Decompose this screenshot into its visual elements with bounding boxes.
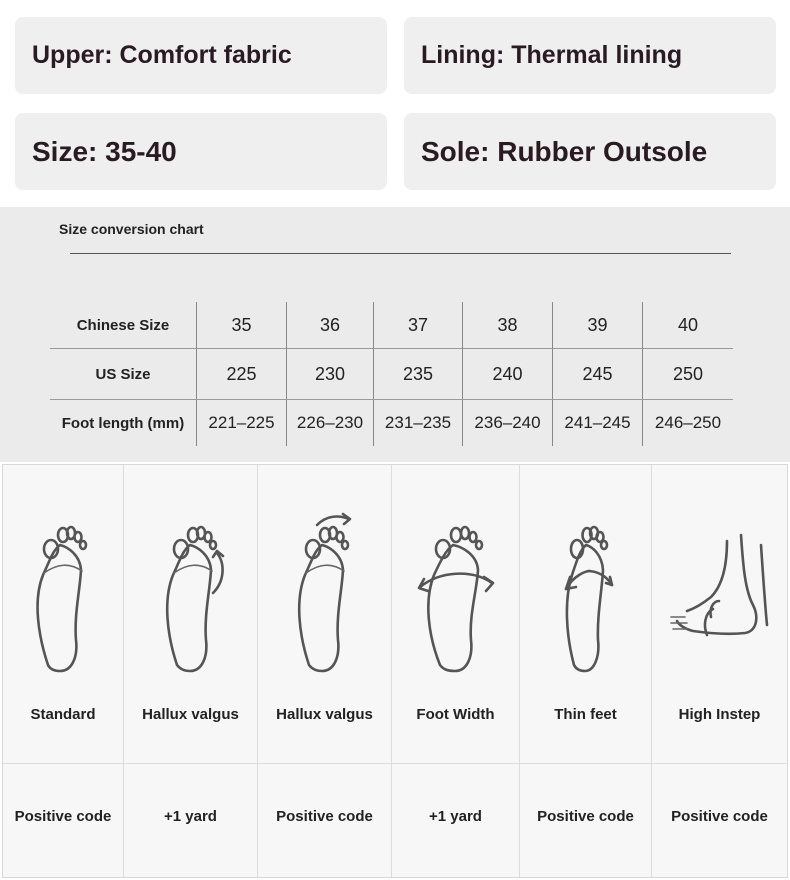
spec-upper: Upper: Comfort fabric [15, 17, 387, 94]
row-header: Chinese Size [76, 316, 170, 334]
table-cell: 37 [374, 302, 463, 349]
divider [124, 763, 257, 764]
size-advice: +1 yard [429, 808, 482, 825]
table-cell: 36 [287, 302, 374, 349]
thin-feet-icon [520, 505, 651, 685]
table-cell: 225 [197, 349, 287, 400]
foot-type-label: Standard [30, 706, 96, 723]
table-cell: 35 [197, 302, 287, 349]
table-cell: 241–245 [553, 400, 643, 447]
foot-type-label: Thin feet [554, 706, 617, 723]
foot-type-guide [2, 464, 788, 878]
divider [3, 763, 123, 764]
foot-type-label: High Instep [678, 706, 761, 723]
size-advice: Positive code [14, 808, 112, 825]
foot-type-standard [3, 465, 124, 877]
divider [392, 763, 519, 764]
table-cell: 226–230 [287, 400, 374, 447]
table-cell: 221–225 [197, 400, 287, 447]
divider [258, 763, 391, 764]
size-advice: Positive code [671, 808, 768, 825]
table-cell: 231–235 [374, 400, 463, 447]
foot-type-label: Hallux valgus [142, 706, 239, 723]
table-cell: 230 [287, 349, 374, 400]
table-cell: 40 [643, 302, 734, 349]
table-cell: 39 [553, 302, 643, 349]
foot-type-thin-feet [520, 465, 652, 877]
table-cell: 240 [463, 349, 553, 400]
size-advice: +1 yard [164, 808, 217, 825]
row-header: US Size [50, 349, 197, 400]
divider [520, 763, 651, 764]
hallux-valgus-toe-arrow-icon [258, 505, 391, 685]
foot-width-icon [392, 505, 519, 685]
foot-type-label: Hallux valgus [276, 706, 373, 723]
spec-lining: Lining: Thermal lining [404, 17, 776, 94]
foot-type-hallux-valgus [124, 465, 258, 877]
foot-type-foot-width [392, 465, 520, 877]
table-cell: 250 [643, 349, 734, 400]
table-row [50, 400, 733, 447]
high-instep-icon [652, 505, 787, 685]
divider [652, 763, 787, 764]
size-advice: Positive code [537, 808, 634, 825]
row-header: Foot length (mm) [61, 414, 185, 432]
size-advice: Positive code [276, 808, 373, 825]
chart-title: Size conversion chart [59, 221, 204, 237]
table-cell: 245 [553, 349, 643, 400]
table-row [50, 349, 733, 400]
divider [70, 253, 731, 254]
foot-type-label: Foot Width [416, 706, 495, 723]
table-row [50, 302, 733, 349]
standard-foot-icon [3, 505, 123, 685]
table-cell: 236–240 [463, 400, 553, 447]
table-cell: 38 [463, 302, 553, 349]
spec-sole: Sole: Rubber Outsole [404, 113, 776, 190]
table-cell: 246–250 [643, 400, 734, 447]
size-conversion-chart [0, 207, 790, 462]
foot-type-hallux-valgus-toe [258, 465, 392, 877]
foot-type-high-instep [652, 465, 787, 877]
table-cell: 235 [374, 349, 463, 400]
spec-size: Size: 35-40 [15, 113, 387, 190]
size-table [50, 302, 733, 446]
hallux-valgus-foot-icon [124, 505, 257, 685]
